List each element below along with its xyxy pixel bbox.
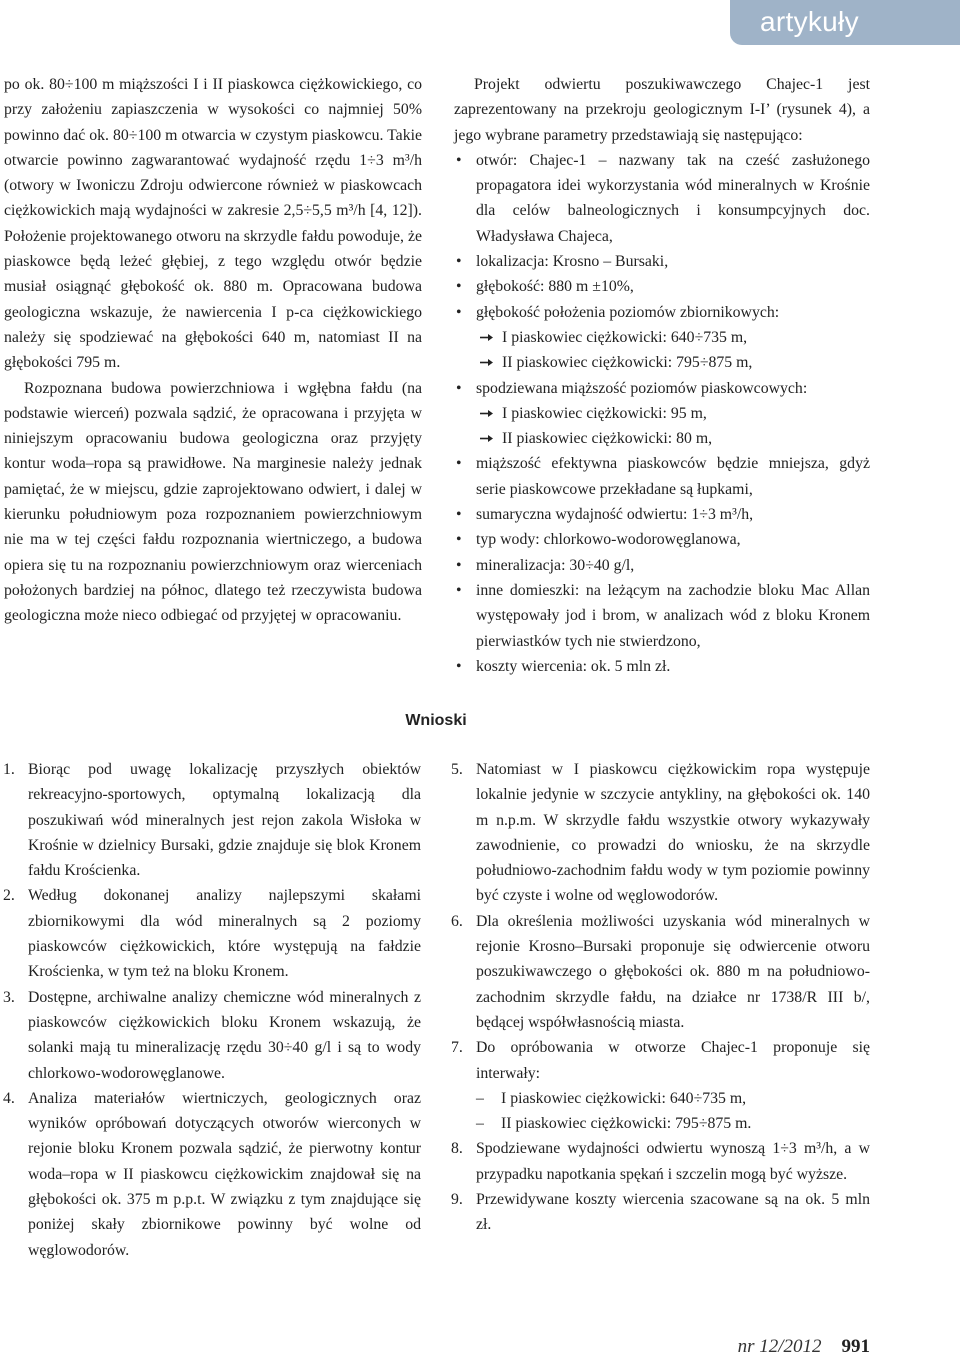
paragraph: Rozpoznana budowa powierzchniowa i wgłębna fałdu (na podstawie wierceń) pozwala sądzić, że opracowana i przyjęta w niniejszym opracowaniu budowa geologiczna oraz przyjęty kontur woda–ropa są prawidłowe. Na marginesie należy jednak pamiętać, że w miejscu, gdzie zaprojektowano odwiert, i dalej w kierunku południowym poza rozpoznaniem powierzchniowym nie ma w tej części fałdu rozpoznania wiertniczego, a budowa opiera się tu na rozpoznaniu powierzchniowym oraz wierceniach położonych bardziej na północ, dlatego też rzeczywista budowa geologiczna może nieco odbiegać od przyjętej w opracowaniu.	[4, 379, 422, 625]
parameter-text: inne domieszki: na leżącym na zachodzie bloku Mac Allan występowały jod i brom, w analizach wód z bloku Kronem pierwiastków tych nie stwierdzono,	[476, 581, 870, 650]
conclusion-number: 7.	[451, 1039, 463, 1057]
conclusions-list	[451, 757, 870, 1238]
parameter-text: głębokość: 880 m ±10%,	[476, 278, 634, 296]
left-column	[4, 72, 422, 629]
conclusion-text: Do opróbowania w otworze Chajec-1 proponuje się interwały:	[476, 1039, 870, 1082]
conclusion-item	[3, 883, 421, 984]
sub-item	[476, 401, 870, 426]
conclusion-number: 4.	[3, 1089, 15, 1107]
parameter-item	[454, 451, 870, 502]
parameter-item	[454, 376, 870, 452]
sub-item	[476, 325, 870, 350]
parameter-item	[454, 274, 870, 299]
sub-list	[476, 325, 870, 376]
section-tab	[730, 0, 960, 45]
parameter-text: koszty wiercenia: ok. 5 mln zł.	[476, 657, 671, 675]
conclusion-item	[451, 1035, 870, 1136]
conclusion-number: 9.	[451, 1191, 463, 1209]
dash-list	[476, 1086, 870, 1137]
parameter-text: mineralizacja: 30÷40 g/l,	[476, 556, 635, 574]
conclusion-item	[451, 909, 870, 1035]
conclusions-heading	[0, 712, 960, 730]
conclusion-item	[3, 985, 421, 1086]
conclusion-item	[3, 757, 421, 883]
conclusion-number: 6.	[451, 912, 463, 930]
page-number: 991	[841, 1336, 870, 1357]
conclusion-number: 1.	[3, 761, 15, 778]
conclusion-text: Analiza materiałów wiertniczych, geologicznych oraz wyników opróbowań dotyczących otworów wierconych w rejonie bloku Kronem pozwala sądzić, że pierwotny kontur woda–ropa w II piaskowcu ciężkowickim znajdował się na głębokości ok. 375 m p.p.t. W związku z tym znajdujące się poniżej skały zbiornikowe powinny być wolne od węglowodorów.	[28, 1089, 421, 1259]
parameter-text: sumaryczna wydajność odwiertu: 1÷3 m³/h,	[476, 506, 754, 524]
parameter-text: miąższość efektywna piaskowców będzie mniejsza, gdyż serie piaskowcowe przekładane są łupkami,	[476, 455, 870, 498]
conclusion-item	[451, 1136, 870, 1187]
conclusion-number: 5.	[451, 761, 463, 778]
conclusions-left-column	[3, 757, 421, 1263]
paragraph: po ok. 80÷100 m miąższości I i II piaskowca ciężkowickiego, co przy założeniu zapiaszczenia w wysokości co najmniej 50% powinno dać ok. 80÷100 m otwarcia w czystym piaskowcu. Takie otwarcie powinno zagwarantować wydajność rzędu 1÷3 m³/h (otwory w Iwoniczu Zdroju odwiercone również w piaskowcach ciężkowickich mają wydajności w zakresie 2,5÷5,5 m³/h [4, 12]). Położenie projektowanego otworu na skrzydle fałdu powoduje, że piaskowce będą leżeć głębiej, z tego względu otwór będzie musiał osiągnąć głębokość ok. 880 m. Opracowana budowa geologiczna wskazuje, że nawiercenia I p-ca ciężkowickiego należy się spodziewać na głębokości 640 m, natomiast II na głębokości 795 m.	[4, 76, 422, 372]
dash-item: – II piaskowiec ciężkowicki: 795÷875 m.	[476, 1111, 870, 1136]
parameter-item	[454, 249, 870, 274]
sub-item-text: II piaskowiec ciężkowicki: 80 m,	[502, 430, 713, 448]
parameter-text: spodziewana miąższość poziomów piaskowcowych:	[476, 379, 808, 397]
conclusion-item	[451, 1187, 870, 1238]
sub-item-text: II piaskowiec ciężkowicki: 795÷875 m,	[502, 354, 753, 372]
conclusion-text: Natomiast w I piaskowcu ciężkowickim ropa występuje lokalnie jedynie w szczycie antykliny, na głębokości ok. 140 m n.p.m. W skrzydle fałdu wszystkie otwory wykazywały zawodnienie, co prowadzi do wniosku, że na skrzydle południowo-zachodnim fałdu wody w tym poziomie powinny być czyste i wolne od węglowodorów.	[476, 761, 870, 905]
conclusion-text: Biorąc pod uwagę lokalizację przyszłych obiektów rekreacyjno-sportowych, optymalną lokalizacją dla poszukiwań wód mineralnych jest rejon zakola Wisłoka w Krośnie w dzielnicy Bursaki, gdzie znajduje się blok Kronem fałdu Krościenka.	[28, 761, 421, 880]
page-footer	[738, 1336, 870, 1358]
parameter-text: otwór: Chajec-1 – nazwany tak na cześć zasłużonego propagatora idei wykorzystania wód mineralnych w Krośnie dla celów balneologicznych i konsumpcyjnych doc. Władysława Chajeca,	[476, 151, 870, 245]
section-label: artykuły	[760, 6, 859, 37]
sub-list	[476, 401, 870, 452]
conclusion-number: 2.	[3, 887, 15, 905]
conclusion-text: Dla określenia możliwości uzyskania wód mineralnych w rejonie Krosno–Bursaki proponuje się odwiercenie otworu poszukiwawczego o głębokości ok. 880 m na południowo-zachodnim skrzydle fałdu, na działce nr 1738/R III b/, będącej współwłasnością miasta.	[476, 912, 870, 1031]
conclusion-number: 3.	[3, 988, 15, 1006]
project-intro: Projekt odwiertu poszukiwawczego Chajec-1 jest zaprezentowany na przekroju geologicznym I-I’ (rysunek 4), a jego wybrane parametry przedstawiają się następująco:	[454, 76, 870, 144]
conclusion-text: Według dokonanej analizy najlepszymi skałami zbiornikowymi dla wód mineralnych są 2 poziomy piaskowców ciężkowickich, które występują na fałdzie Krościenka, w tym też na bloku Kronem.	[28, 887, 421, 981]
sub-item	[476, 426, 870, 451]
parameter-item	[454, 553, 870, 578]
issue-label: nr 12/2012	[737, 1336, 822, 1357]
conclusion-number: 8.	[451, 1140, 463, 1158]
sub-item	[476, 350, 870, 375]
sub-item-text: I piaskowiec ciężkowicki: 95 m,	[502, 404, 707, 422]
parameter-text: lokalizacja: Krosno – Bursaki,	[476, 253, 669, 271]
sub-item-text: I piaskowiec ciężkowicki: 640÷735 m,	[502, 328, 748, 346]
parameter-item	[454, 300, 870, 376]
conclusion-text: Spodziewane wydajności odwiertu wynoszą 1÷3 m³/h, a w przypadku napotkania spękań i szczelin mogą być wyższe.	[476, 1140, 870, 1183]
right-column	[454, 72, 870, 679]
conclusion-item	[3, 1086, 421, 1263]
parameter-item	[454, 148, 870, 249]
conclusion-text: Dostępne, archiwalne analizy chemiczne wód mineralnych z piaskowców ciężkowickich bloku Kronem wskazują, że solanki mają tu mineralizację rzędu 30÷40 g/l i są to wody chlorkowo-wodorowęglanowe.	[28, 988, 421, 1082]
parameter-text: typ wody: chlorkowo-wodorowęglanowa,	[476, 531, 741, 549]
parameters-list	[454, 148, 870, 679]
parameter-item	[454, 654, 870, 679]
conclusions-heading-text: Wnioski	[405, 712, 467, 729]
dash-item: – I piaskowiec ciężkowicki: 640÷735 m,	[476, 1086, 870, 1111]
conclusions-list	[3, 757, 421, 1263]
conclusion-text: Przewidywane koszty wiercenia szacowane są na ok. 5 mln zł.	[476, 1191, 870, 1234]
parameter-text: głębokość położenia poziomów zbiornikowych:	[476, 303, 780, 321]
parameter-item	[454, 502, 870, 527]
conclusions-right-column	[451, 757, 870, 1238]
parameter-item	[454, 578, 870, 654]
parameter-item	[454, 527, 870, 552]
conclusion-item	[451, 757, 870, 909]
